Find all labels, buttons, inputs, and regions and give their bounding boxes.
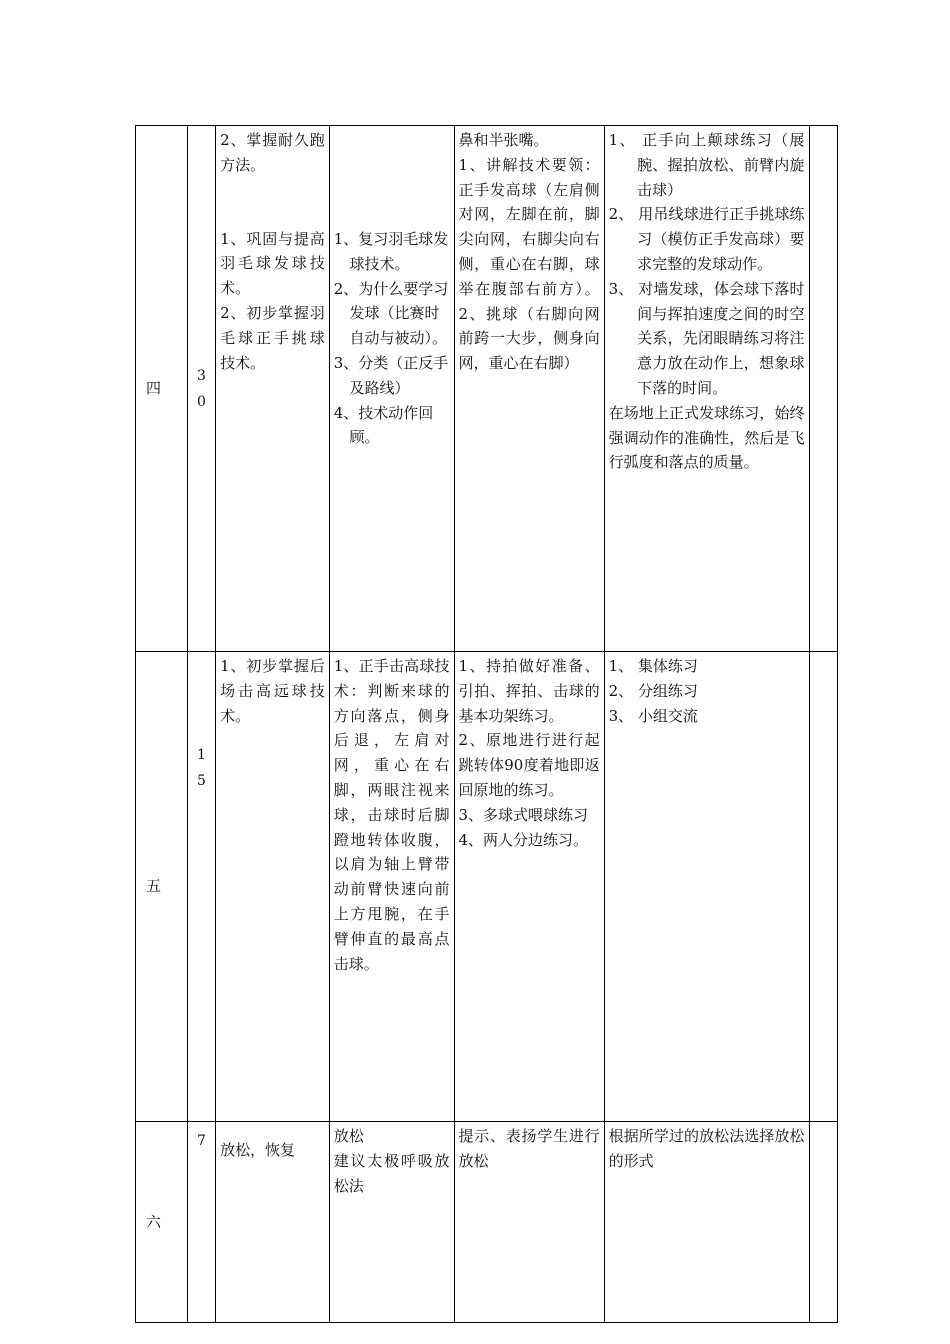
content-cell [329, 652, 454, 1122]
time-digit: 0 [196, 393, 206, 410]
content-text: 1、正手击高球技术：判断来球的方向落点，侧身后退，左肩对网，重心在右脚，两眼注视来球，击球时后脚蹬地转体收腹，以肩为轴上臂带动前臂快速向前上方甩腕，在手臂伸直的最高点击球。 [333, 657, 450, 973]
empty-cell [809, 652, 837, 1122]
time-digit: 3 [196, 367, 206, 384]
content-item: 2、为什么要学习发球（比赛时自动与被动）。 [333, 279, 449, 348]
practice-item: 3、 小组交流 [608, 706, 698, 725]
goal-text: 1、巩固与提高羽毛球发球技术。 [220, 229, 325, 298]
method-text: 4、两人分边练习。 [458, 830, 589, 849]
practice-text: 在场地上正式发球练习，始终强调动作的准确性，然后是飞行弧度和落点的质量。 [608, 403, 805, 472]
method-cell [454, 652, 604, 1122]
practice-item: 2、 用吊线球进行正手挑球练习（模仿正手发高球）要求完整的发球动作。 [608, 205, 805, 273]
method-text: 鼻和半张嘴。 [458, 131, 549, 149]
practice-item: 1、 正手向上颠球练习（展腕、握拍放松、前臂内旋击球） [608, 131, 805, 199]
section-number: 四 [136, 126, 188, 652]
spacer [220, 178, 325, 227]
content-text: 建议太极呼吸放松法 [333, 1151, 450, 1195]
content-item: 3、分类（正反手及路线） [333, 353, 449, 397]
method-text: 3、多球式喂球练习 [458, 805, 589, 824]
empty-cell [809, 1122, 837, 1323]
practice-cell [604, 1122, 809, 1323]
time-digit: 1 [196, 747, 206, 763]
time-digit: 7 [196, 1133, 206, 1149]
goal-text: 2、初步掌握羽毛球正手挑球技术。 [220, 303, 325, 372]
practice-cell [604, 652, 809, 1122]
content-text: 放松 [333, 1127, 364, 1145]
content-item: 4、技术动作回顾。 [333, 403, 434, 447]
method-cell [454, 1122, 604, 1323]
content-cell [329, 126, 454, 652]
time-cell [187, 652, 215, 1122]
goals-cell [216, 1122, 330, 1323]
content-item: 1、复习羽毛球发球技术。 [333, 230, 449, 273]
section-number: 六 [136, 1122, 188, 1323]
lesson-plan-table [135, 125, 838, 1323]
section-number: 五 [136, 652, 188, 1122]
method-text: 提示、表扬学生进行放松 [458, 1127, 600, 1170]
practice-text: 根据所学过的放松法选择放松的形式 [608, 1127, 805, 1170]
goals-cell [216, 126, 330, 652]
table-row [136, 126, 838, 652]
content-cell [329, 1122, 454, 1323]
practice-item: 1、 集体练习 [608, 657, 698, 675]
method-text: 2、原地进行进行起跳转体90度着地即返回原地的练习。 [458, 731, 600, 799]
time-digit: 5 [196, 773, 206, 789]
time-cell [187, 1122, 215, 1323]
goals-cell [216, 652, 330, 1122]
table-row [136, 652, 838, 1122]
method-cell [454, 126, 604, 652]
goal-text: 1、初步掌握后场击高远球技术。 [220, 657, 325, 725]
time-cell [187, 126, 215, 652]
practice-item: 2、 分组练习 [608, 681, 698, 700]
practice-item: 3、 对墙发球，体会球下落时间与挥拍速度之间的时空关系，先闭眼睛练习将注意力放在动作上，想象球下落的时间。 [608, 279, 805, 397]
method-text: 1、持拍做好准备、引拍、挥拍、击球的基本功架练习。 [458, 657, 600, 725]
goal-text: 2、掌握耐久跑方法。 [220, 131, 325, 174]
goal-text: 放松，恢复 [220, 1141, 296, 1159]
empty-cell [809, 126, 837, 652]
table-row [136, 1122, 838, 1323]
practice-cell [604, 126, 809, 652]
method-text: 1、讲解技术要领：正手发高球（左肩侧对网，左脚在前，脚尖向网，右脚尖向右侧，重心在右脚，球举在腹部右前方）。2、挑球（右脚向网前跨一大步，侧身向网，重心在右脚） [458, 155, 600, 373]
